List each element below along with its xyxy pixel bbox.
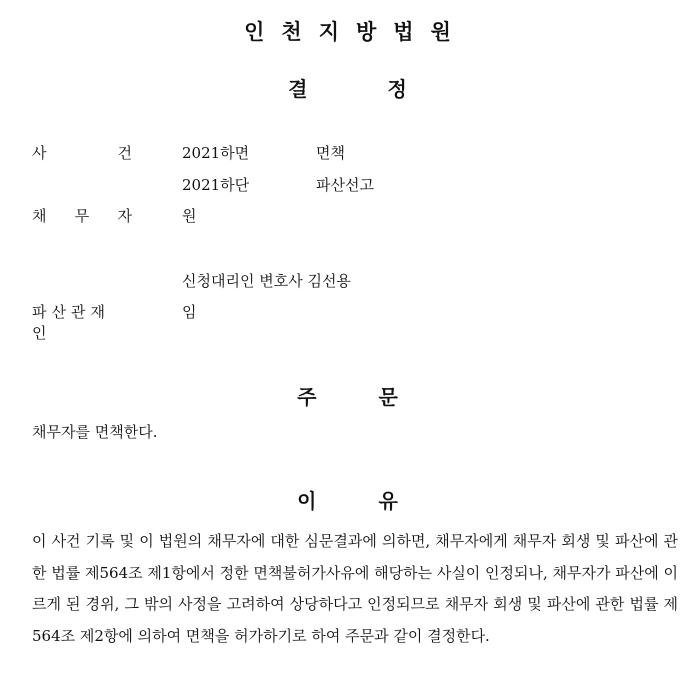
debtor-row [0,205,695,229]
debtor-label-char: 채 [32,207,47,225]
agent-row [0,270,695,294]
document-type-heading [0,73,695,102]
document-type-char-first: 결 [288,77,308,101]
debtor-label-char: 자 [117,207,132,225]
case-label-char: 건 [117,144,132,162]
case-type: 파산선고 [316,176,374,194]
order-text: 채무자를 면책한다. [32,423,158,441]
legal-agent: 신청대리인 변호사 김선용 [182,272,351,290]
debtor-label-char: 무 [74,207,90,225]
order-heading [0,381,695,410]
reason-text: 이 사건 기록 및 이 법원의 채무자에 대한 심문결과에 의하면, 채무자에게 채무자 회생 및 파산에 관한 법률 제564조 제1항에서 정한 면책불허가사유에 해당하는 사실이 인정되나, 채무자가 파산에 이르게 된 경위, 그 밖의 사정을 고려하여 상당하다고 인정되므로 채무자 회생 및 파산에 관한 법률 제564조 제2항에 의하여 면책을 허가하기로 하여 주문과 같이 결정한다. [32,532,679,645]
case-row-2 [0,174,695,198]
reason-heading-char-first: 이 [297,489,317,513]
case-number: 2021하면 [182,144,250,162]
order-heading-char-first: 주 [297,385,317,409]
case-type: 면책 [316,144,345,162]
case-number: 2021하단 [182,176,250,194]
case-label-char: 사 [32,144,47,162]
trustee-row [0,301,695,342]
case-row-1 [0,142,695,166]
debtor-label [32,205,132,226]
trustee-label: 파산관재인 [32,303,110,342]
document-type-char-second: 정 [387,77,407,101]
trustee-name: 임 [182,303,197,321]
reason-heading-char-second: 유 [378,489,398,513]
order-heading-char-second: 문 [378,385,398,409]
debtor-name: 원 [182,207,197,225]
reason-heading [0,485,695,514]
case-label [32,142,132,163]
court-name: 인천지방법원 [244,20,468,44]
